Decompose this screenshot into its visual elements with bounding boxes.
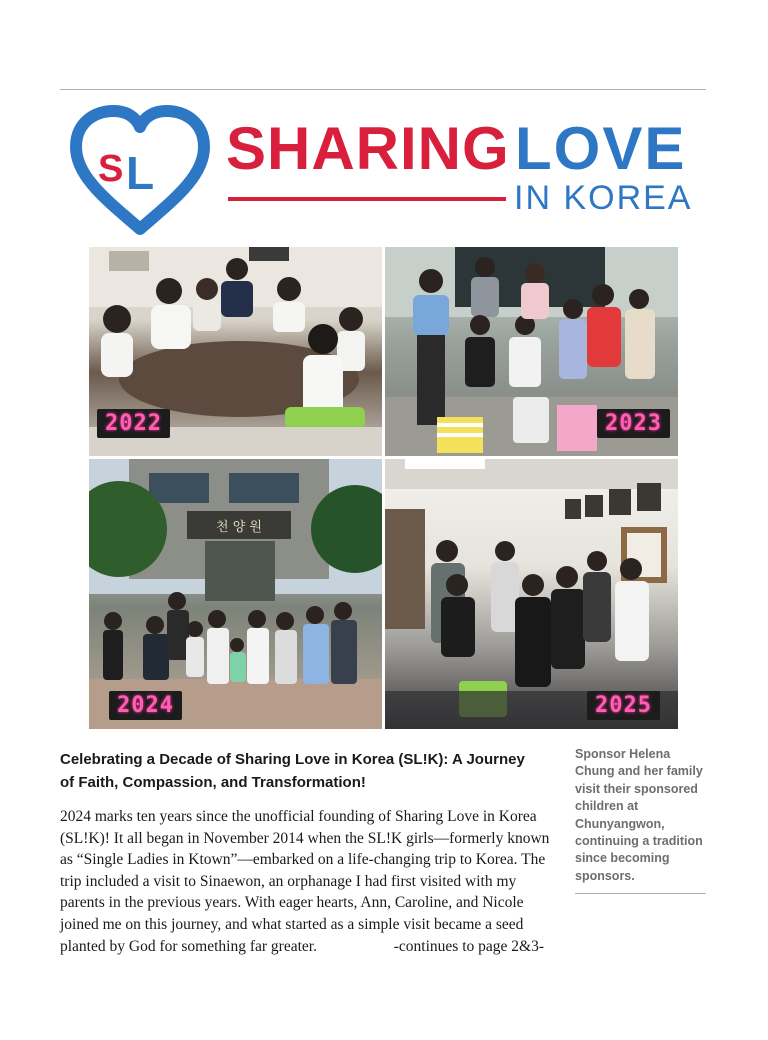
brand-word-sharing: SHARING bbox=[226, 115, 510, 182]
article-body-text: 2024 marks ten years since the unofficial founding of Sharing Love in Korea (SL!K)! It all began in November 2014 when the SL!K girls—formerly known as “Single Ladies in Ktown”—embarked on a life-changing trip to Korea. The trip included a visit to Sinaewon, an orphanage I had first visited with my parents in the previous years. With eager hearts, Ann, Caroline, and Nicole joined me on this journey, and what started as a simple visit became a seed planted by God for something far greater. bbox=[60, 808, 550, 955]
logo-monogram-l: L bbox=[126, 147, 155, 199]
photo-2022 bbox=[89, 247, 382, 456]
year-label-2024: 2024 bbox=[109, 691, 182, 720]
article-body bbox=[60, 806, 550, 957]
building-sign: 천 양 원 bbox=[216, 520, 262, 535]
logo-monogram-s: S bbox=[98, 148, 124, 190]
caption-divider bbox=[575, 893, 706, 894]
photo-collage bbox=[89, 247, 678, 729]
photo-caption: Sponsor Helena Chung and her family visit their sponsored children at Chunyangwon, continuing a tradition since becoming sponsors. bbox=[575, 747, 703, 883]
heart-logo-icon bbox=[68, 105, 218, 237]
top-divider bbox=[60, 89, 706, 90]
photo-2025 bbox=[385, 459, 678, 729]
year-label-2022: 2022 bbox=[97, 409, 170, 438]
brand-underline bbox=[228, 197, 506, 201]
year-label-2025: 2025 bbox=[587, 691, 660, 720]
continues-note: -continues to page 2&3- bbox=[393, 937, 544, 955]
photo-2023 bbox=[385, 247, 678, 456]
brand-word-love: LOVE bbox=[515, 115, 687, 182]
group-photo-icon bbox=[385, 459, 678, 729]
group-photo-icon bbox=[89, 459, 382, 729]
year-label-2023: 2023 bbox=[597, 409, 670, 438]
article-headline: Celebrating a Decade of Sharing Love in Korea (SL!K): A Journey of Faith, Compassion, and Transformation! bbox=[60, 751, 525, 791]
photo-2024 bbox=[89, 459, 382, 729]
sharing-love-logo bbox=[68, 105, 708, 237]
brand-word-in-korea: IN KOREA bbox=[514, 179, 693, 217]
